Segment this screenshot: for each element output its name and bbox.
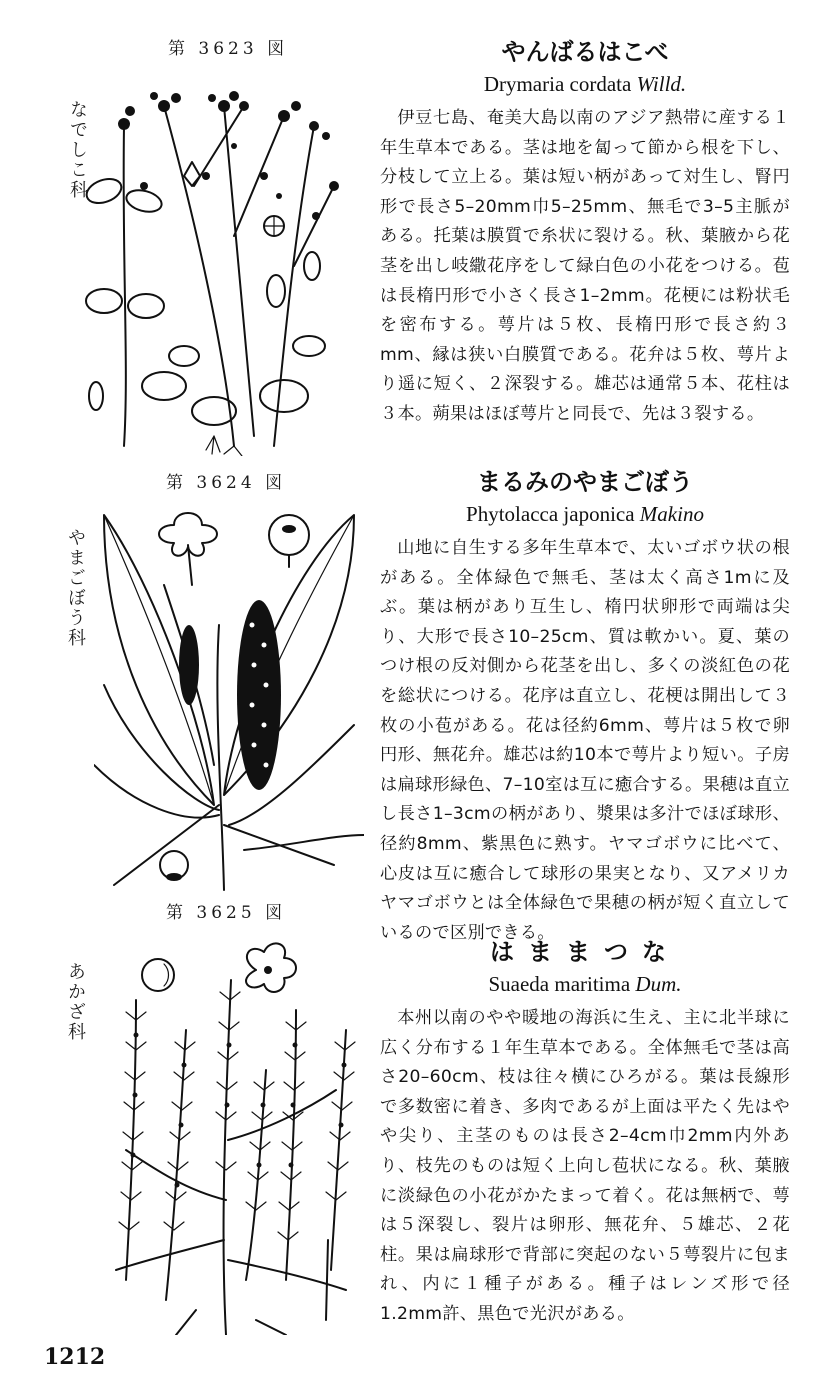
page-number: 1212 [44,1344,106,1370]
description: 本州以南のやや暖地の海浜に生え、主に北半球に広く分布する１年生草本である。全体無毛で茎は高さ20–60cm、枝は往々横にひろがる。葉は長線形で多数密に着き、多肉であるが上面は平たく先はやや尖り、主茎のものは長さ2–4cm巾2mm内外あり、枝先のものは短く上向し苞状になる。秋、葉腋に淡緑色の小花がかたまって着く。花は無柄で、萼は５深裂し、裂片は卵形、無花弁、５雄芯、２花柱。果は扁球形で背部に突起のない５萼裂片に包まれ、内に１種子がある。種子はレンズ形で径1.2mm許、黒色で光沢がある。 [380,1008,790,1324]
scientific-name [380,970,790,998]
family-label-caryophyllaceae: なでしこ科 [67,100,88,200]
description: 伊豆七島、奄美大島以南のアジア熱帯に産する１年生草本である。茎は地を匐って節から根を下し、分枝して立上る。葉は短い柄があって対生し、腎円形で長さ5–20mm巾5–25mm、無毛で3–5主脈がある。托葉は膜質で糸状に裂ける。秋、葉腋から花茎を出し岐繖花序をして緑白色の小花をつける。苞は長楕円形で小さく長さ1–2mm。花梗には粉状毛を密布する。萼片は５枚、長楕円形で長さ約３mm、縁は狭い白膜質である。花弁は５枚、萼片より遥に短く、２深裂する。雄芯は通常５本、花柱は３本。蒴果はほぼ萼片と同長で、先は３裂する。 [380,108,790,424]
scientific-name-author: Dum. [635,972,682,996]
entry-drymaria-cordata [380,36,790,430]
drymaria-cordata-illustration [84,66,364,456]
scientific-name-binomial: Phytolacca japonica [466,502,635,526]
figure-label-3625: 第 3625 図 [166,903,287,923]
entry-phytolacca-japonica [380,466,790,948]
scientific-name-binomial: Suaeda maritima [488,972,631,996]
entry-suaeda-maritima [380,936,790,1330]
scientific-name-author: Makino [639,502,704,526]
japanese-name: やんばるはこべ [501,38,669,66]
scientific-name-binomial: Drymaria cordata [483,72,632,96]
suaeda-maritima-illustration [96,940,366,1335]
japanese-name: はままつな [490,938,680,966]
scientific-name-author: Willd. [636,72,687,96]
figure-label-3623: 第 3623 図 [168,39,289,59]
scientific-name [380,70,790,98]
description: 山地に自生する多年生草本で、太いゴボウ状の根がある。全体緑色で無毛、茎は太く高さ1mに及ぶ。葉は柄があり互生し、楕円状卵形で両端は尖り、大形で長さ10–25cm、質は軟かい。夏、葉のつけ根の反対側から花茎を出し、多くの淡紅色の花を総状につける。花序は直立し、花梗は開出して３枚の小苞がある。花は径約6mm、萼片は５枚で卵円形、無花弁。雄芯は約10本で萼片より短い。子房は扁球形緑色、7–10室は互に癒合する。果穂は直立し長さ1–3cmの柄があり、漿果は多汁でほぼ球形、径約8mm、紫黒色に熟す。ヤマゴボウに比べて、心皮は互に癒合して球形の果実となり、又アメリカヤマゴボウとは全体緑色で果穂の柄が短く直立しているので区別できる。 [380,538,790,943]
japanese-name: まるみのやまごぼう [477,468,693,496]
family-label-phytolaccaceae: やまごぼう科 [65,528,86,648]
figure-label-3624: 第 3624 図 [166,473,287,493]
family-label-chenopodiaceae: あかざ科 [65,962,86,1042]
scientific-name [380,500,790,528]
phytolacca-japonica-illustration [94,505,364,895]
